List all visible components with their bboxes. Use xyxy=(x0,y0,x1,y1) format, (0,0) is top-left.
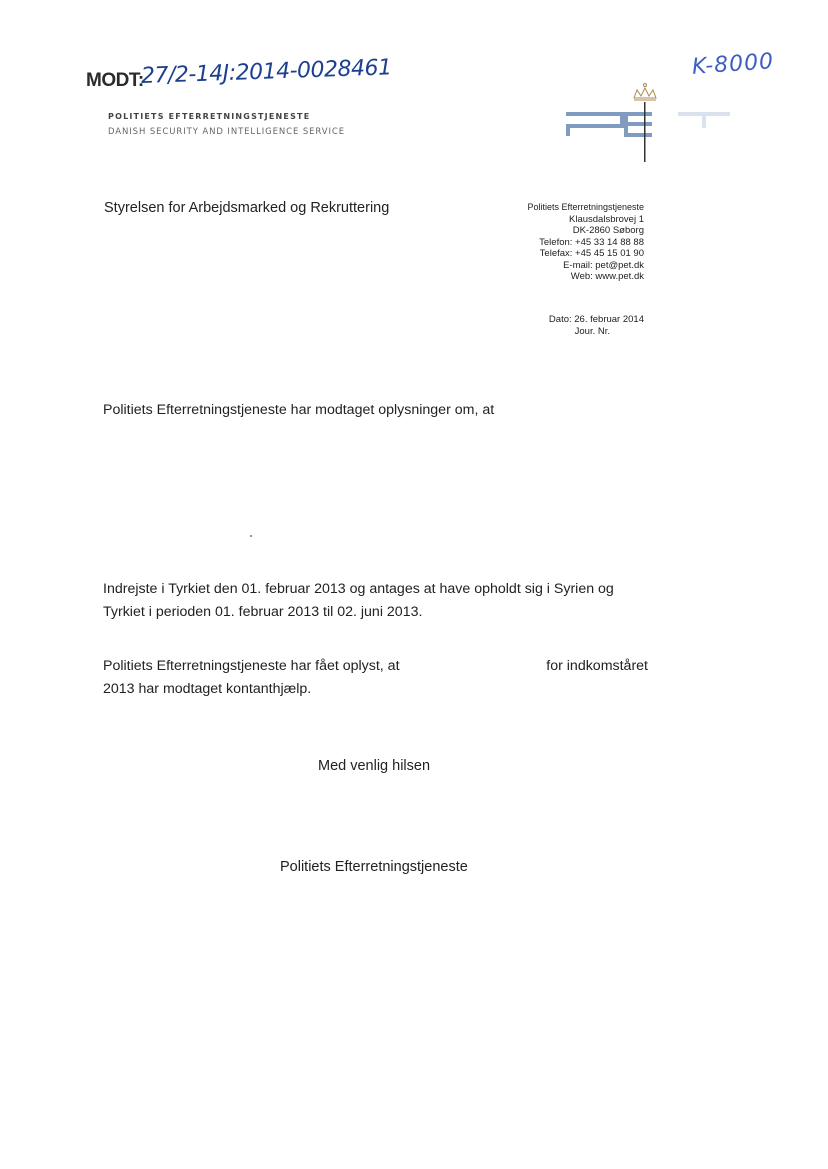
logo-letter-e xyxy=(624,112,652,137)
recipient-address: Styrelsen for Arbejdsmarked og Rekruttering xyxy=(104,200,390,216)
handwritten-reference-note: K-8000 xyxy=(691,49,775,80)
signature: Politiets Efterretningstjeneste xyxy=(280,859,468,875)
sender-street: Klausdalsbrovej 1 xyxy=(569,213,644,225)
body-paragraph-3-part-2: for indkomståret xyxy=(546,658,648,674)
logo-divider-line xyxy=(644,102,646,162)
journal-number-label: Jour. Nr. xyxy=(574,326,610,337)
body-paragraph-3-line-2: 2013 har modtaget kontanthjælp. xyxy=(103,681,312,697)
sender-email: E-mail: pet@pet.dk xyxy=(563,259,644,271)
pet-logo-graphic xyxy=(562,80,732,165)
body-paragraph-3-part-1: Politiets Efterretningstjeneste har fået oplyst, at xyxy=(103,658,400,674)
org-name-danish: POLITIETS EFTERRETNINGSTJENESTE xyxy=(108,112,311,121)
body-paragraph-1: Politiets Efterretningstjeneste har modtaget oplysninger om, at xyxy=(103,402,495,418)
sender-name: Politiets Efterretningstjeneste xyxy=(527,202,644,212)
body-paragraph-3-line-1 xyxy=(103,655,648,678)
sender-fax: Telefax: +45 45 15 01 90 xyxy=(539,248,644,259)
sender-phone: Telefon: +45 33 14 88 88 xyxy=(539,236,644,248)
logo-letter-p xyxy=(566,112,624,136)
handwritten-journal-number: 27/2-14J:2014-0028461 xyxy=(140,55,392,89)
sender-address-block xyxy=(527,202,644,283)
scan-speck xyxy=(250,535,252,537)
crown-icon xyxy=(634,84,656,101)
body-paragraph-3 xyxy=(103,655,648,701)
sender-postal: DK-2860 Søborg xyxy=(572,225,644,236)
pet-logo xyxy=(562,80,732,165)
sender-web: Web: www.pet.dk xyxy=(570,271,644,282)
logo-letter-t xyxy=(678,112,730,128)
org-name-english: DANISH SECURITY AND INTELLIGENCE SERVICE xyxy=(108,127,345,137)
body-paragraph-2: Indrejste i Tyrkiet den 01. februar 2013 og antages at have opholdt sig i Syrien og Tyrkiet i perioden 01. februar 2013 til 02. juni 2013. xyxy=(103,581,614,620)
received-stamp-label: MODT: xyxy=(86,70,144,91)
date-block xyxy=(549,314,644,338)
letter-date: Dato: 26. februar 2014 xyxy=(548,314,644,325)
closing-greeting: Med venlig hilsen xyxy=(318,758,431,774)
